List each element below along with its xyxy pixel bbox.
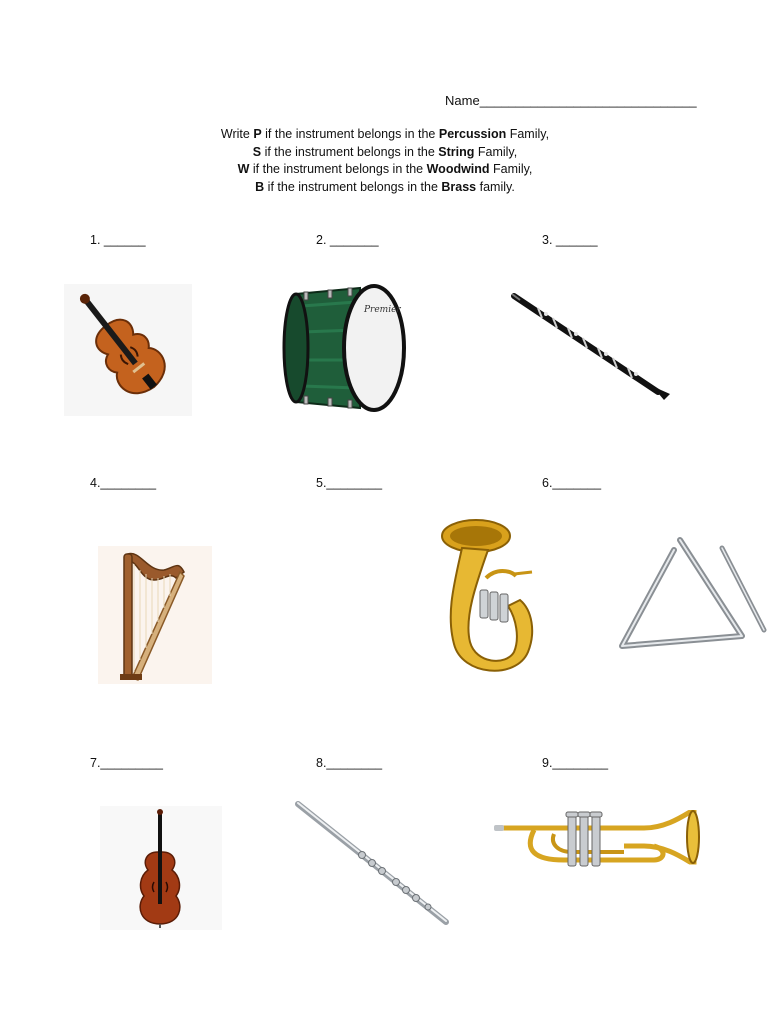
trumpet-icon (494, 810, 704, 880)
question-5-blank[interactable]: 5.________ (316, 476, 383, 490)
violin-icon (64, 284, 192, 416)
question-3-blank[interactable]: 3. ______ (542, 233, 598, 247)
question-8-blank[interactable]: 8.________ (316, 756, 383, 770)
name-field[interactable] (445, 93, 697, 108)
tuba-icon (436, 514, 540, 684)
instruction-line-1: Write P if the instrument belongs in the Percussion Family, (220, 127, 550, 141)
instruction-line-3: W if the instrument belongs in the Woodwind Family, (237, 162, 533, 176)
instructions (150, 126, 620, 196)
instruction-line-4: B if the instrument belongs in the Brass family. (255, 179, 515, 194)
harp-icon (98, 546, 212, 684)
double-bass-icon (100, 806, 222, 930)
oboe-icon (508, 292, 672, 404)
name-label: Name (445, 93, 480, 108)
svg-text:Premier: Premier (364, 305, 401, 315)
question-4-blank[interactable]: 4.________ (90, 476, 157, 490)
question-1-blank[interactable]: 1. ______ (90, 233, 146, 247)
flute-icon (292, 800, 452, 928)
question-6-blank[interactable]: 6._______ (542, 476, 602, 490)
instruction-line-2: S if the instrument belongs in the String Family, (252, 144, 518, 159)
bass-drum-icon (282, 284, 410, 414)
question-2-blank[interactable]: 2. _______ (316, 233, 379, 247)
question-7-blank[interactable]: 7._________ (90, 756, 163, 770)
question-9-blank[interactable]: 9.________ (542, 756, 609, 770)
triangle-icon (614, 532, 768, 654)
name-blank[interactable]: ______________________________ (479, 93, 697, 108)
